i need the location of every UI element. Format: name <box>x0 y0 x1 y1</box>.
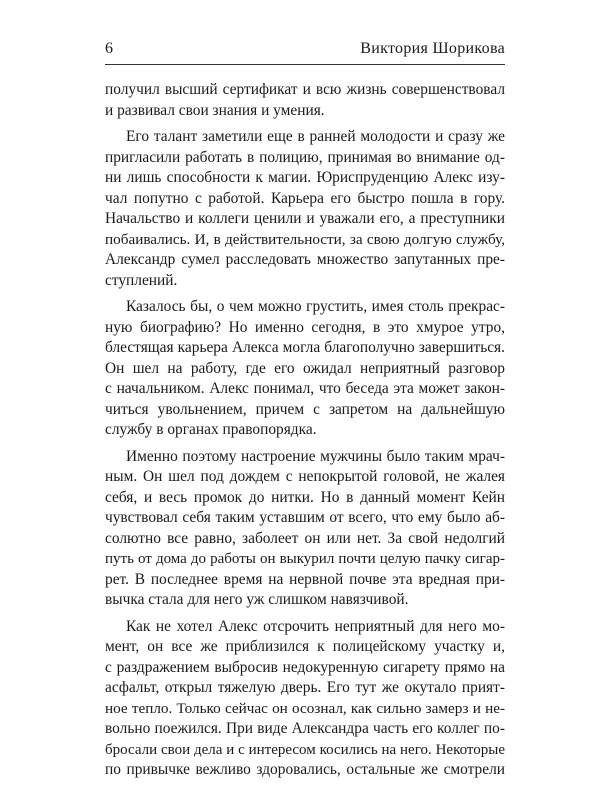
header-rule <box>105 64 505 65</box>
text-line: Казалось бы, о чем можно грустить, имея столь прекрас- <box>126 298 505 315</box>
text-line: рет. В последнее время на нервной почве эта вредная при- <box>105 570 505 588</box>
text-line: Он шел на работу, где его ожидал неприятный разговор <box>105 359 505 377</box>
text-line: ное тепло. Только сейчас он осознал, как сильно замерз и не- <box>105 699 505 717</box>
text-line: Именно поэтому настроение мужчины было таким мрач- <box>126 447 505 465</box>
text-line: Как не хотел Алекс отсрочить неприятный для него мо- <box>126 617 505 635</box>
text-line: пригласили работать в полицию, принимая во внимание од- <box>105 148 505 166</box>
text-line: службу в органах правопорядка. <box>105 421 317 438</box>
text-line: ную биографию? Но именно сегодня, в это хмурое утро, <box>105 318 505 336</box>
text-line: вольно поежился. При виде Александра часть его коллег по- <box>105 720 505 737</box>
paragraph-4 <box>105 447 505 611</box>
text-line: по привычке вежливо здоровались, остальные же смотрели <box>105 761 505 778</box>
text-line: побаивались. И, в действительности, за свою долгую службу, <box>105 230 505 248</box>
text-line: с начальником. Алекс понимал, что беседа эта может закон- <box>105 380 505 397</box>
text-line: асфальт, открыл тяжелую дверь. Его тут же окутало прият- <box>105 679 505 696</box>
page-number: 6 <box>105 40 113 57</box>
text-line: читься увольнением, причем с запретом на дальнейшую <box>105 400 505 418</box>
text-line: путь от дома до работы он выкурил почти целую пачку сигар- <box>105 551 505 567</box>
text-line: блестящая карьера Алекса могла благополучно завершиться. <box>105 339 505 356</box>
text-line: вычка стала для него уж слишком навязчивой. <box>105 591 409 608</box>
page-header <box>105 38 505 60</box>
text-line: и развивал свои знания и умения. <box>105 101 325 119</box>
text-line: с раздражением выбросив недокуренную сигарету прямо на <box>105 658 505 676</box>
text-line: чал попутно с работой. Карьера его быстро пошла в гору. <box>105 189 505 207</box>
text-line: чувствовал себя таким уставшим от всего, что ему было аб- <box>105 509 505 526</box>
text-line: Его талант заметили еще в ранней молодости и сразу же <box>126 128 505 145</box>
text-line: ни лишь способности к магии. Юриспруденцию Алекс изу- <box>105 169 505 186</box>
text-line: Начальство и коллеги ценили и уважали его, а преступники <box>105 210 505 227</box>
text-line: получил высший сертификат и всю жизнь совершенствовал <box>105 81 505 98</box>
text-line: ным. Он шел под дождем с непокрытой головой, не жалея <box>105 468 505 485</box>
running-head-author: Виктория Шорикова <box>360 40 505 57</box>
text-line: Александр сумел расследовать множество запутанных пре- <box>105 251 505 268</box>
paragraph-1 <box>105 80 505 121</box>
paragraph-3 <box>105 297 505 441</box>
paragraph-2 <box>105 127 505 291</box>
text-line: мент, он все же приблизился к полицейскому участку и, <box>105 638 505 655</box>
paragraph-5 <box>105 617 505 781</box>
body-text <box>105 80 505 787</box>
text-line: бросали свои дела и с интересом косились на него. Некоторые <box>105 741 505 758</box>
text-line: ступлений. <box>105 271 178 289</box>
text-line: себя, и весь промок до нитки. Но в данный момент Кейн <box>105 488 505 506</box>
text-line: солютно все равно, заболеет он или нет. За свой недолгий <box>105 529 505 547</box>
